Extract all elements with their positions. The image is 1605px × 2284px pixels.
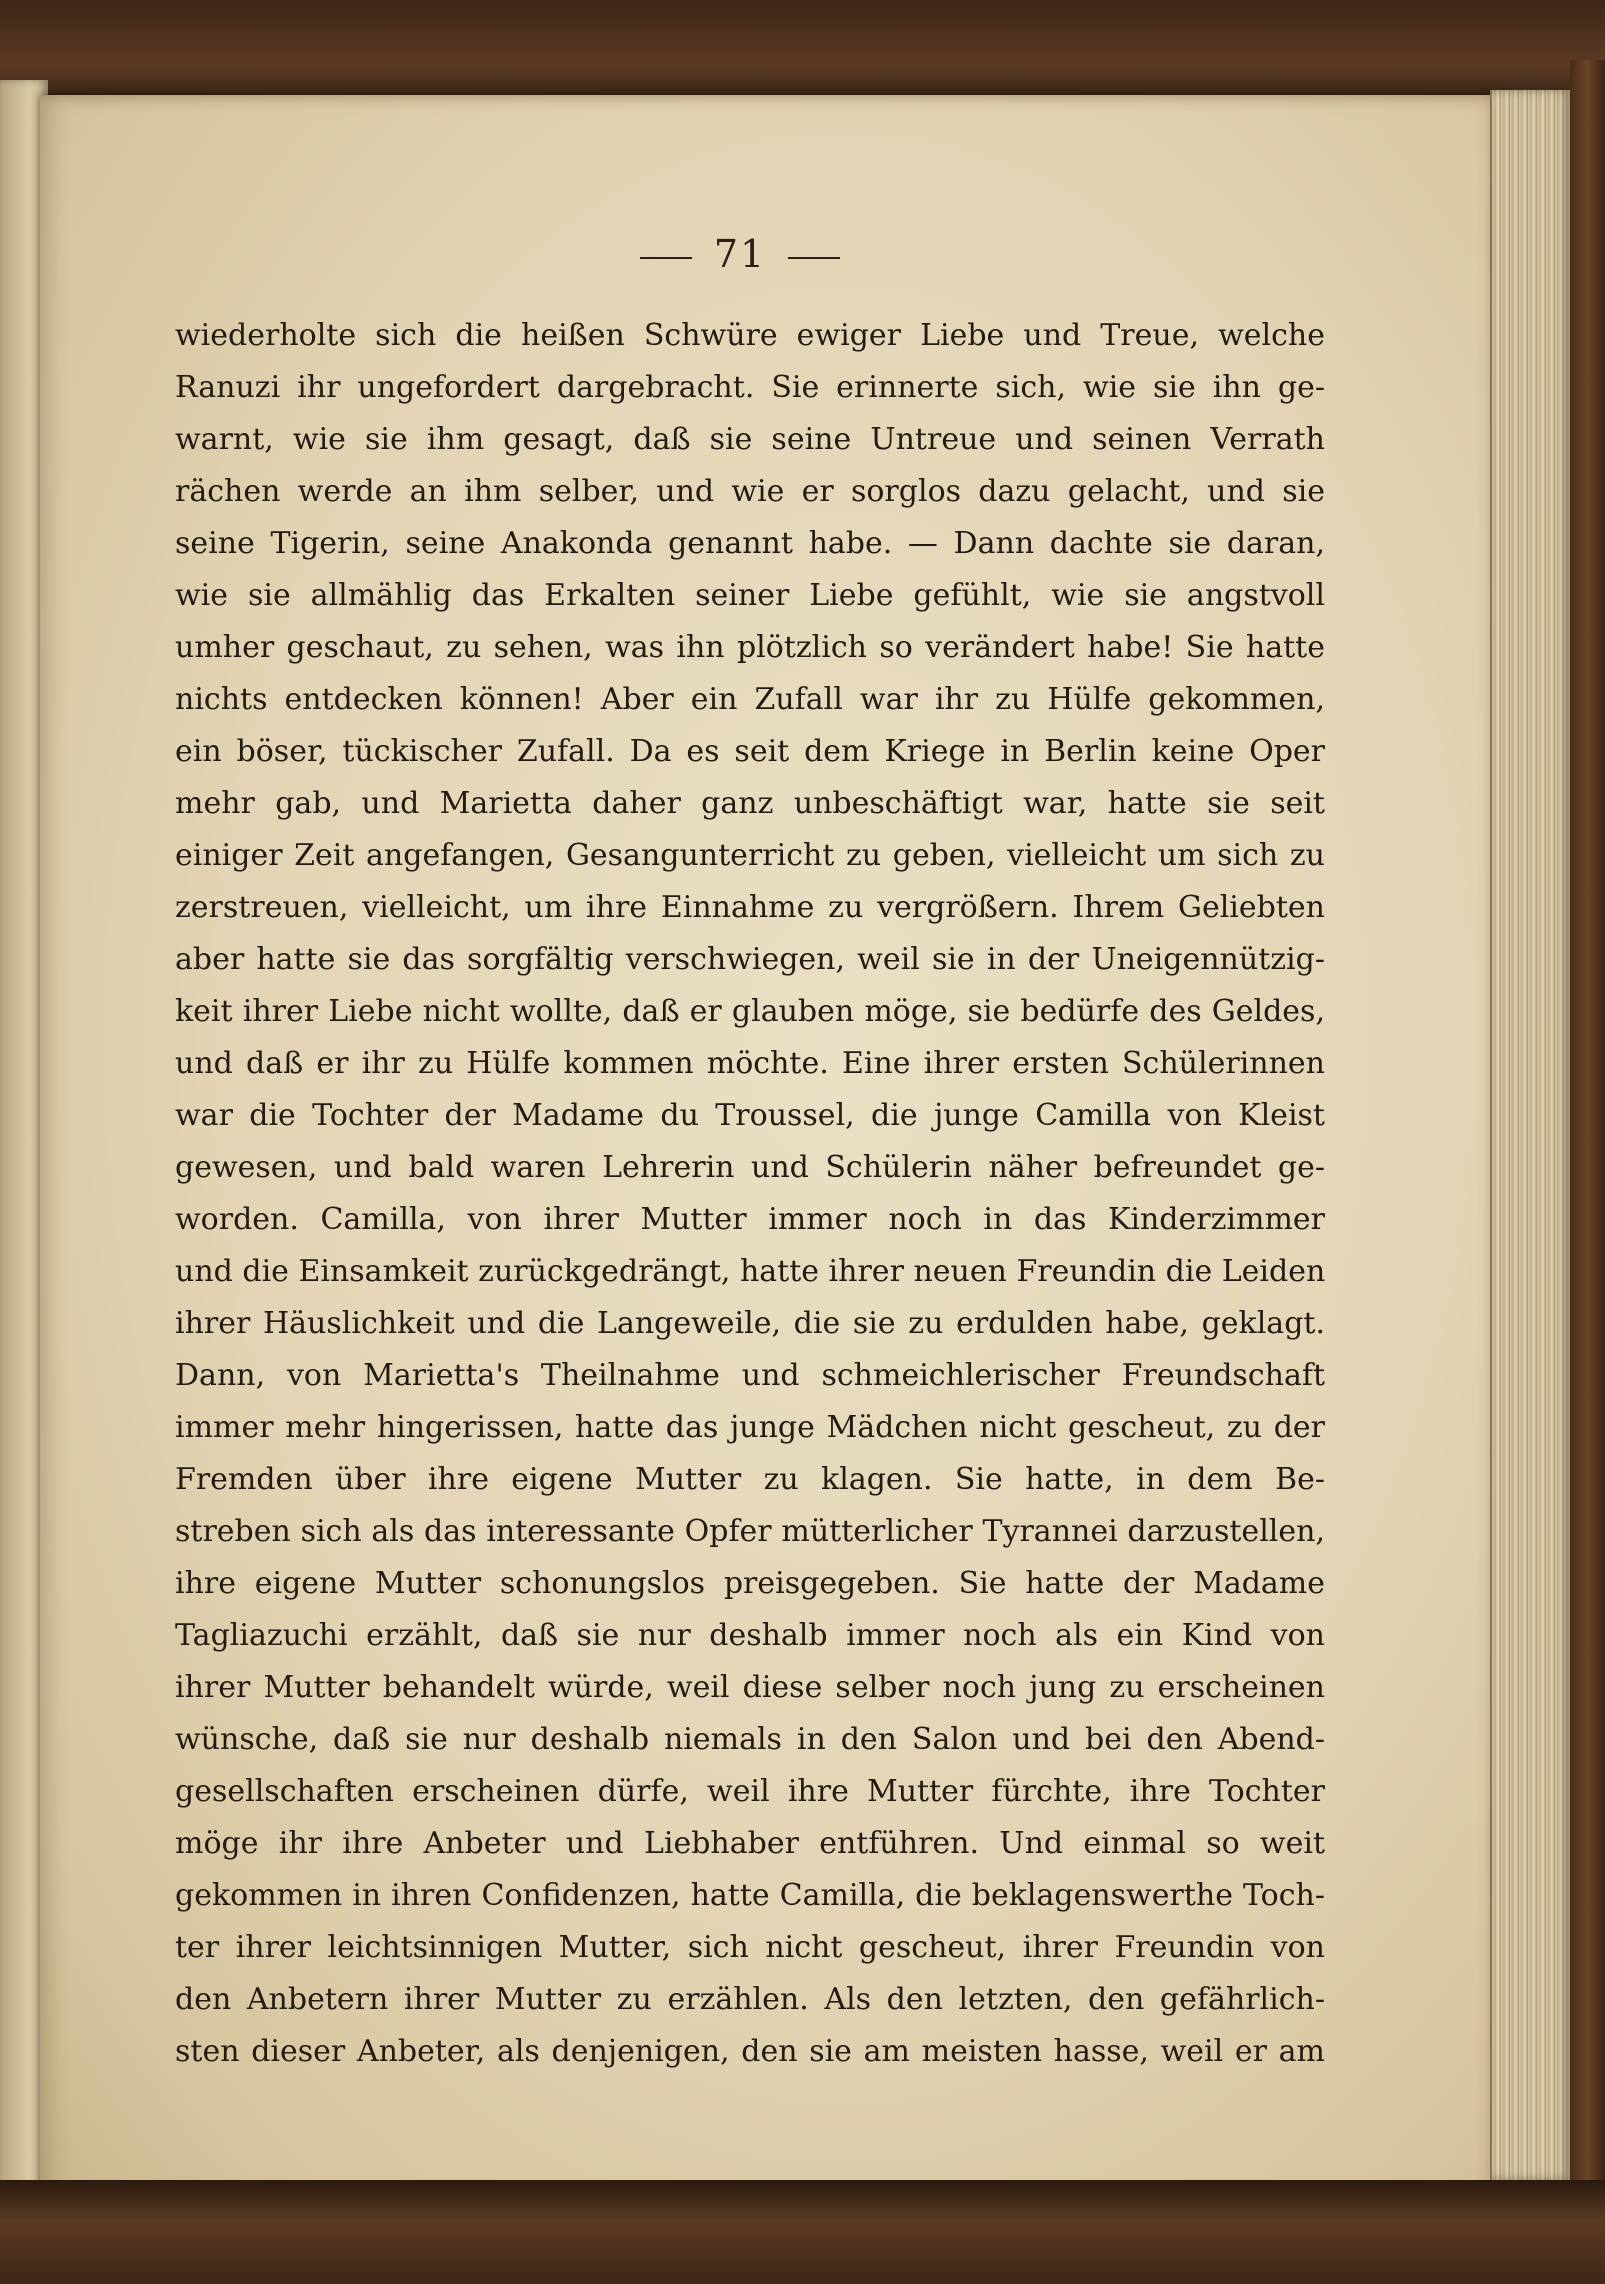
text-line: Ranuzi ihr ungefordert dargebracht. Sie erinnerte sich, wie sie ihn ge- [175,370,1325,405]
book-cover-top-edge [0,0,1605,110]
text-line: ter ihrer leichtsinnigen Mutter, sich nicht gescheut, ihrer Freundin von [175,1930,1325,1965]
text-line: streben sich als das interessante Opfer mütterlicher Tyrannei darzustellen, [175,1514,1325,1549]
text-line: keit ihrer Liebe nicht wollte, daß er glauben möge, sie bedürfe des Geldes, [175,994,1325,1029]
text-line: sten dieser Anbeter, als denjenigen, den sie am meisten hasse, weil er am [175,2034,1325,2069]
text-line: war die Tochter der Madame du Troussel, die junge Camilla von Kleist [175,1098,1325,1133]
text-line: gewesen, und bald waren Lehrerin und Schülerin näher befreundet ge- [175,1150,1325,1185]
text-line: Tagliazuchi erzählt, daß sie nur deshalb immer noch als ein Kind von [175,1618,1325,1653]
text-line: ihrer Häuslichkeit und die Langeweile, die sie zu erdulden habe, geklagt. [175,1306,1325,1341]
text-line: worden. Camilla, von ihrer Mutter immer noch in das Kinderzimmer [175,1202,1325,1237]
text-line: ihre eigene Mutter schonungslos preisgegeben. Sie hatte der Madame [175,1566,1325,1601]
text-line: mehr gab, und Marietta daher ganz unbeschäftigt war, hatte sie seit [175,786,1325,821]
text-line: einiger Zeit angefangen, Gesangunterricht zu geben, vielleicht um sich zu [175,838,1325,873]
text-line: nichts entdecken können! Aber ein Zufall war ihr zu Hülfe gekommen, [175,682,1325,717]
page-number-dash-left [640,257,692,259]
body-text [175,310,1325,2078]
text-line: aber hatte sie das sorgfältig verschwiegen, weil sie in der Uneigennützig- [175,942,1325,977]
text-line: warnt, wie sie ihm gesagt, daß sie seine Untreue und seinen Verrath [175,422,1325,457]
text-line: Fremden über ihre eigene Mutter zu klagen. Sie hatte, in dem Be- [175,1462,1325,1497]
text-line: gesellschaften erscheinen dürfe, weil ihre Mutter fürchte, ihre Tochter [175,1774,1325,1809]
page-block-edges [1490,90,1572,2180]
text-line: und daß er ihr zu Hülfe kommen möchte. Eine ihrer ersten Schülerinnen [175,1046,1325,1081]
text-line: zerstreuen, vielleicht, um ihre Einnahme zu vergrößern. Ihrem Geliebten [175,890,1325,925]
text-line: wie sie allmählig das Erkalten seiner Liebe gefühlt, wie sie angstvoll [175,578,1325,613]
text-line: wünsche, daß sie nur deshalb niemals in den Salon und bei den Abend- [175,1722,1325,1757]
book-cover-bottom-edge [0,2180,1605,2284]
page-number-dash-right [788,257,840,259]
text-line: ein böser, tückischer Zufall. Da es seit dem Kriege in Berlin keine Oper [175,734,1325,769]
page-number-header [0,232,1480,276]
text-line: gekommen in ihren Confidenzen, hatte Camilla, die beklagenswerthe Toch- [175,1878,1325,1913]
page-number: 71 [713,232,767,276]
text-line: und die Einsamkeit zurückgedrängt, hatte ihrer neuen Freundin die Leiden [175,1254,1325,1289]
text-line: immer mehr hingerissen, hatte das junge Mädchen nicht gescheut, zu der [175,1410,1325,1445]
text-line: umher geschaut, zu sehen, was ihn plötzlich so verändert habe! Sie hatte [175,630,1325,665]
text-line: ihrer Mutter behandelt würde, weil diese selber noch jung zu erscheinen [175,1670,1325,1705]
text-line: Dann, von Marietta's Theilnahme und schmeichlerischer Freundschaft [175,1358,1325,1393]
text-line: rächen werde an ihm selber, und wie er sorglos dazu gelacht, und sie [175,474,1325,509]
text-line: wiederholte sich die heißen Schwüre ewiger Liebe und Treue, welche [175,318,1325,353]
text-line: möge ihr ihre Anbeter und Liebhaber entführen. Und einmal so weit [175,1826,1325,1861]
text-line: seine Tigerin, seine Anakonda genannt habe. — Dann dachte sie daran, [175,526,1325,561]
text-line: den Anbetern ihrer Mutter zu erzählen. Als den letzten, den gefährlich- [175,1982,1325,2017]
book-cover-right-edge [1570,60,1605,2210]
